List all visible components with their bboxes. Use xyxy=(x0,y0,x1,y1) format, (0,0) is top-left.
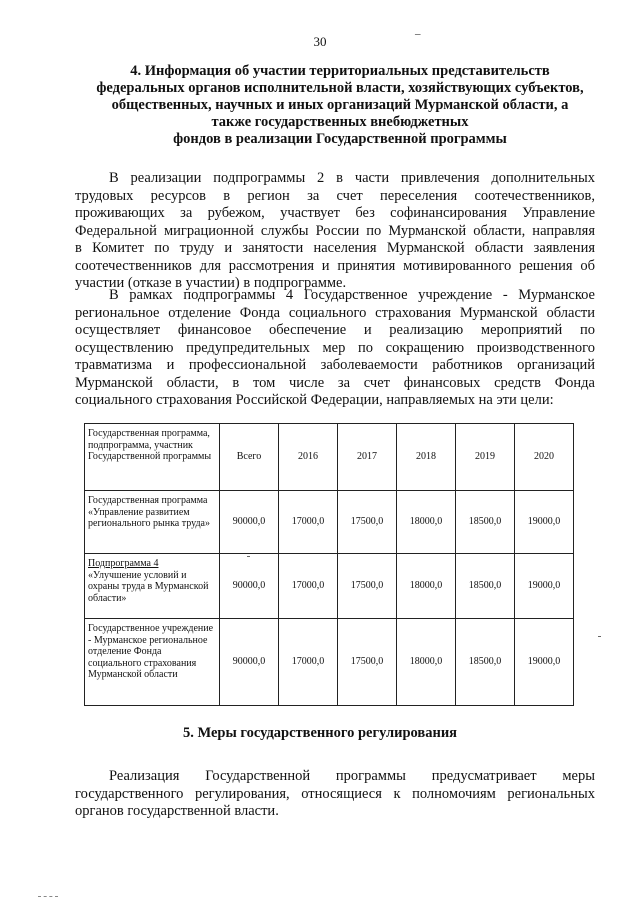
paragraph-line: Реализация Государственной программы предусматривает меры xyxy=(109,768,595,784)
page-number: 30 xyxy=(313,34,327,49)
section-4-title xyxy=(60,63,620,148)
paragraph-line: трудовых ресурсов в регион за счет переселения соотечественников, xyxy=(75,187,595,204)
value-cell: 19000,0 xyxy=(515,554,574,619)
paragraph-line: В реализации подпрограммы 2 в части привлечения дополнительных xyxy=(109,170,595,186)
value-cell: 18500,0 xyxy=(456,619,515,706)
paragraph-line: региональное отделение Фонда социального страхования Мурманской области xyxy=(75,304,595,321)
scan-mark: – xyxy=(415,28,421,40)
value-cell: 90000,0 xyxy=(220,619,279,706)
section-5-title: 5. Меры государственного регулирования xyxy=(182,725,458,741)
value-cell: 17500,0 xyxy=(338,554,397,619)
table-row xyxy=(85,619,574,706)
header-year-cell: 2020 xyxy=(515,424,574,491)
header-year-cell: 2017 xyxy=(338,424,397,491)
value-cell: 18000,0 xyxy=(397,554,456,619)
value-cell: 17000,0 xyxy=(279,619,338,706)
scan-speck xyxy=(247,556,250,557)
value-cell: 17500,0 xyxy=(338,619,397,706)
subprogram-label: Подпрограмма 4 xyxy=(88,558,159,569)
paragraph-line: осуществляет финансовое обеспечение и реализацию мероприятий по xyxy=(75,322,595,338)
section-5-paragraph xyxy=(75,768,595,821)
table-header-row xyxy=(85,424,574,491)
scan-speck xyxy=(598,636,601,637)
paragraph-line: социального страхования Российской Федерации, направляемых на эти цели: xyxy=(75,392,554,408)
scan-artifact xyxy=(38,896,58,897)
section-4-title-line: федеральных органов исполнительной власти, хозяйствующих субъектов, xyxy=(96,80,584,96)
paragraph-line: проживающих за рубежом, участвует без софинансирования Управление xyxy=(75,205,595,221)
section-4-title-line: также государственных внебюджетных xyxy=(211,114,469,130)
subprogram-name: «Улучшение условий и охраны труда в Мурманской области» xyxy=(88,569,209,604)
header-name-cell: Государственная программа, подпрограмма, участник Государственной программы xyxy=(85,424,220,491)
value-cell: 17000,0 xyxy=(279,554,338,619)
paragraph-line: государственного регулирования, относящиеся к полномочиям региональных xyxy=(75,785,595,802)
value-cell: 18000,0 xyxy=(397,619,456,706)
section-4-title-line: общественных, научных и иных организаций Мурманской области, а xyxy=(111,97,569,113)
value-cell: 17500,0 xyxy=(338,491,397,554)
paragraph-line: Мурманской области, в том числе за счет финансовых средств Фонда xyxy=(75,374,595,391)
row-name-cell: Государственная программа «Управление развитием регионального рынка труда» xyxy=(85,491,220,554)
header-year-cell: 2019 xyxy=(456,424,515,491)
header-total-cell: Всего xyxy=(220,424,279,491)
section-4-paragraph-2 xyxy=(75,287,595,410)
section-4-title-line: фондов в реализации Государственной программы xyxy=(173,131,507,147)
header-year-cell: 2016 xyxy=(279,424,338,491)
value-cell: 90000,0 xyxy=(220,554,279,619)
paragraph-line: органов государственной власти. xyxy=(75,803,279,819)
value-cell: 18000,0 xyxy=(397,491,456,554)
value-cell: 90000,0 xyxy=(220,491,279,554)
paragraph-line: Федеральной миграционной службы России по Мурманской области, направляя xyxy=(75,222,595,239)
row-name-cell xyxy=(85,554,220,619)
paragraph-line: осуществлению предупредительных мер по сокращению производственного xyxy=(75,339,595,356)
section-4-title-line: 4. Информация об участии территориальных представительств xyxy=(130,63,550,79)
value-cell: 19000,0 xyxy=(515,619,574,706)
value-cell: 19000,0 xyxy=(515,491,574,554)
header-year-cell: 2018 xyxy=(397,424,456,491)
table-row xyxy=(85,491,574,554)
value-cell: 17000,0 xyxy=(279,491,338,554)
funding-table xyxy=(84,423,574,706)
value-cell: 18500,0 xyxy=(456,491,515,554)
row-name-cell: Государственное учреждение - Мурманское региональное отделение Фонда социального страхования Мурманской области xyxy=(85,619,220,706)
value-cell: 18500,0 xyxy=(456,554,515,619)
paragraph-line: в Комитет по труду и занятости населения Мурманской области заявления xyxy=(75,240,595,256)
paragraph-line: участии (отказе в участии) в подпрограмме. xyxy=(75,275,347,291)
section-4-paragraph-1 xyxy=(75,170,595,293)
table-row xyxy=(85,554,574,619)
paragraph-line: В рамках подпрограммы 4 Государственное учреждение - Мурманское xyxy=(109,287,595,303)
paragraph-line: травматизма и профессиональной заболеваемости работников организаций xyxy=(75,357,595,373)
paragraph-line: соотечественников для рассмотрения и принятия мотивированного решения об xyxy=(75,257,595,274)
